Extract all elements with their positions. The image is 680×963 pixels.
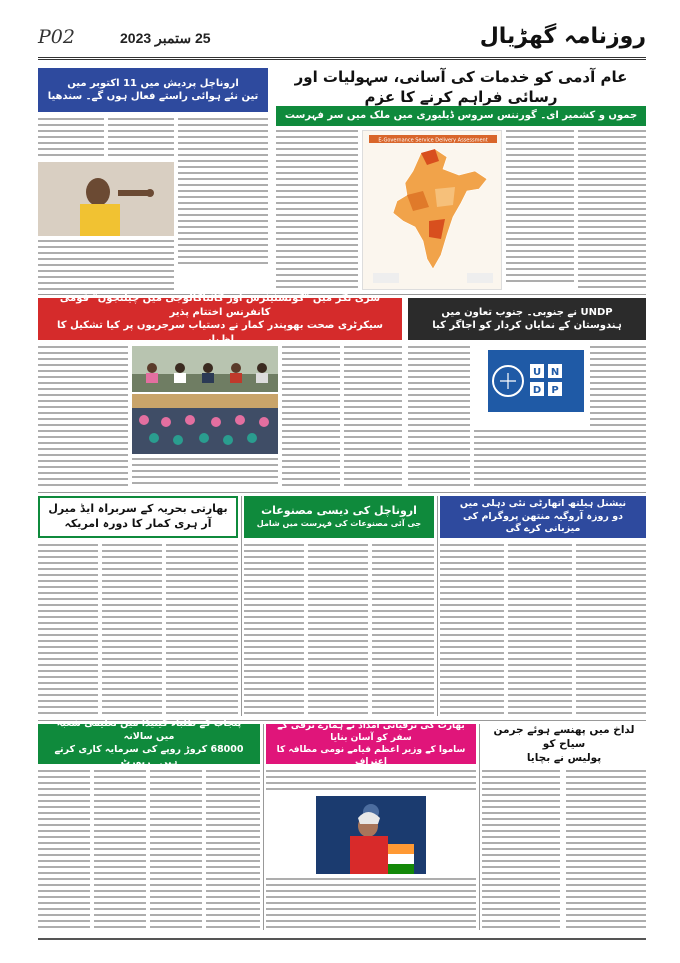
undp-text-col-3 [590, 346, 646, 428]
digital-health-headline: نیشنل ہیلتھ اتھارٹی نئی دہلی میں دو روزہ آروگیہ منتھن پروگرام کی میزبانی کرے گی [440, 496, 646, 538]
arunachal-text-col-3 [178, 118, 268, 268]
punjab-text-col-3 [150, 770, 202, 930]
srinagar-headline: سری نگر میں "کونسٹیٹرس اور گائناکالوجی میں چیلنجوں" قومی کانفرنس اختتام پذیر سیکرٹری صحت بھوپندر کمار نے دستیاب سرجریوں پر کیا تشکیل کا اظہار [38, 298, 402, 340]
srinagar-text-col-4 [344, 346, 402, 486]
punjab-headline: پنجاب کے طلباء کینیڈا میں تعلیمی شعبہ میں سالانہ 68000 کروڑ روپے کی سرمایہ کاری کرتے ہیں۔ رپورٹ [38, 724, 260, 764]
page-number: P02 [38, 26, 75, 48]
undp-text-col-1 [408, 346, 470, 486]
arunachal-gi-headline: اروناچل کی دیسی مصنوعات جی آئی مصنوعات کی فہرست میں شامل [244, 496, 434, 538]
gi-text-col-3 [372, 544, 434, 716]
svg-text:U: U [532, 367, 542, 378]
ladakh-headline: لداخ میں پھنسے ہوئے جرمن سیاح کو پولیس نے بچایا [482, 724, 646, 764]
divider-row3 [38, 492, 646, 493]
gi-text-col-1 [244, 544, 304, 716]
minister-photo [38, 162, 174, 236]
lead-text-col-1 [578, 130, 646, 290]
divider-vert-3 [263, 724, 264, 930]
egov-map-title: E-Governance Service Delivery Assessment [378, 137, 488, 144]
punjab-text-col-2 [94, 770, 146, 930]
arunachal-flights-headline: اروناچل پردیش میں 11 اکتوبر میں تین نئے ہوائی راستے فعال ہوں گے۔ سندھیا [38, 68, 268, 112]
egov-india-map [362, 130, 502, 290]
ladakh-text-col-2 [566, 770, 646, 930]
arunachal-text-col-1 [38, 118, 104, 160]
lead-subhead-band: جموں و کشمیر ای۔ گورننس سروس ڈیلیوری میں ملک میں سر فہرست [276, 106, 646, 126]
navy-text-col-2 [102, 544, 162, 716]
srinagar-text-col-3 [282, 346, 340, 486]
undp-logo [488, 350, 584, 412]
lead-headline: عام آدمی کو خدمات کی آسانی، سہولیات اور رسائی فراہم کرنے کا عزم [294, 67, 628, 106]
samoa-pm-photo [316, 796, 426, 874]
divider-vert-4 [479, 724, 480, 930]
svg-text:N: N [550, 367, 560, 378]
punjab-text-col-1 [38, 770, 90, 930]
un-text-col-1 [266, 770, 476, 794]
health-text-col-2 [508, 544, 572, 716]
health-text-col-3 [576, 544, 646, 716]
ladakh-text-col-1 [482, 770, 560, 930]
undp-headline: UNDP نے جنوبی۔ جنوب تعاون میں ہندوستان کے نمایاں کردار کو اجاگر کیا [408, 298, 646, 340]
navy-text-col-3 [166, 544, 238, 716]
conference-audience-photo [132, 394, 278, 454]
svg-text:P: P [551, 385, 559, 396]
svg-text:D: D [532, 385, 542, 396]
issue-date: 25 ستمبر 2023 [120, 30, 211, 46]
lead-text-col-2 [506, 130, 574, 285]
punjab-text-col-4 [206, 770, 260, 930]
footer-rule [38, 938, 646, 940]
conference-stage-photo [132, 346, 278, 392]
srinagar-text-col-1 [38, 346, 128, 486]
masthead [38, 26, 646, 60]
newspaper-title: روزنامہ گھڑیال [479, 24, 646, 49]
un-speech-headline: بھارت کی ترقیاتی امداد نے ہمارے ترقی کے سفر کو آسان بنایا ساموا کے وزیر اعظم فیامے نومی مطافہ کا اعتراف [266, 724, 476, 764]
gi-text-col-2 [308, 544, 368, 716]
navy-text-col-1 [38, 544, 98, 716]
divider-vert-2 [437, 496, 438, 716]
un-text-col-2 [266, 878, 476, 930]
srinagar-text-col-2 [132, 458, 278, 486]
health-text-col-1 [440, 544, 504, 716]
lead-text-col-3 [276, 130, 358, 290]
arunachal-text-bottom [38, 240, 174, 290]
navy-headline: بھارتی بحریہ کے سربراہ ایڈ میرل آر ہری کمار کا دورہ امریکہ [38, 496, 238, 538]
undp-text-col-2 [474, 430, 646, 486]
arunachal-text-col-2 [108, 118, 174, 160]
divider-vert-1 [241, 496, 242, 716]
